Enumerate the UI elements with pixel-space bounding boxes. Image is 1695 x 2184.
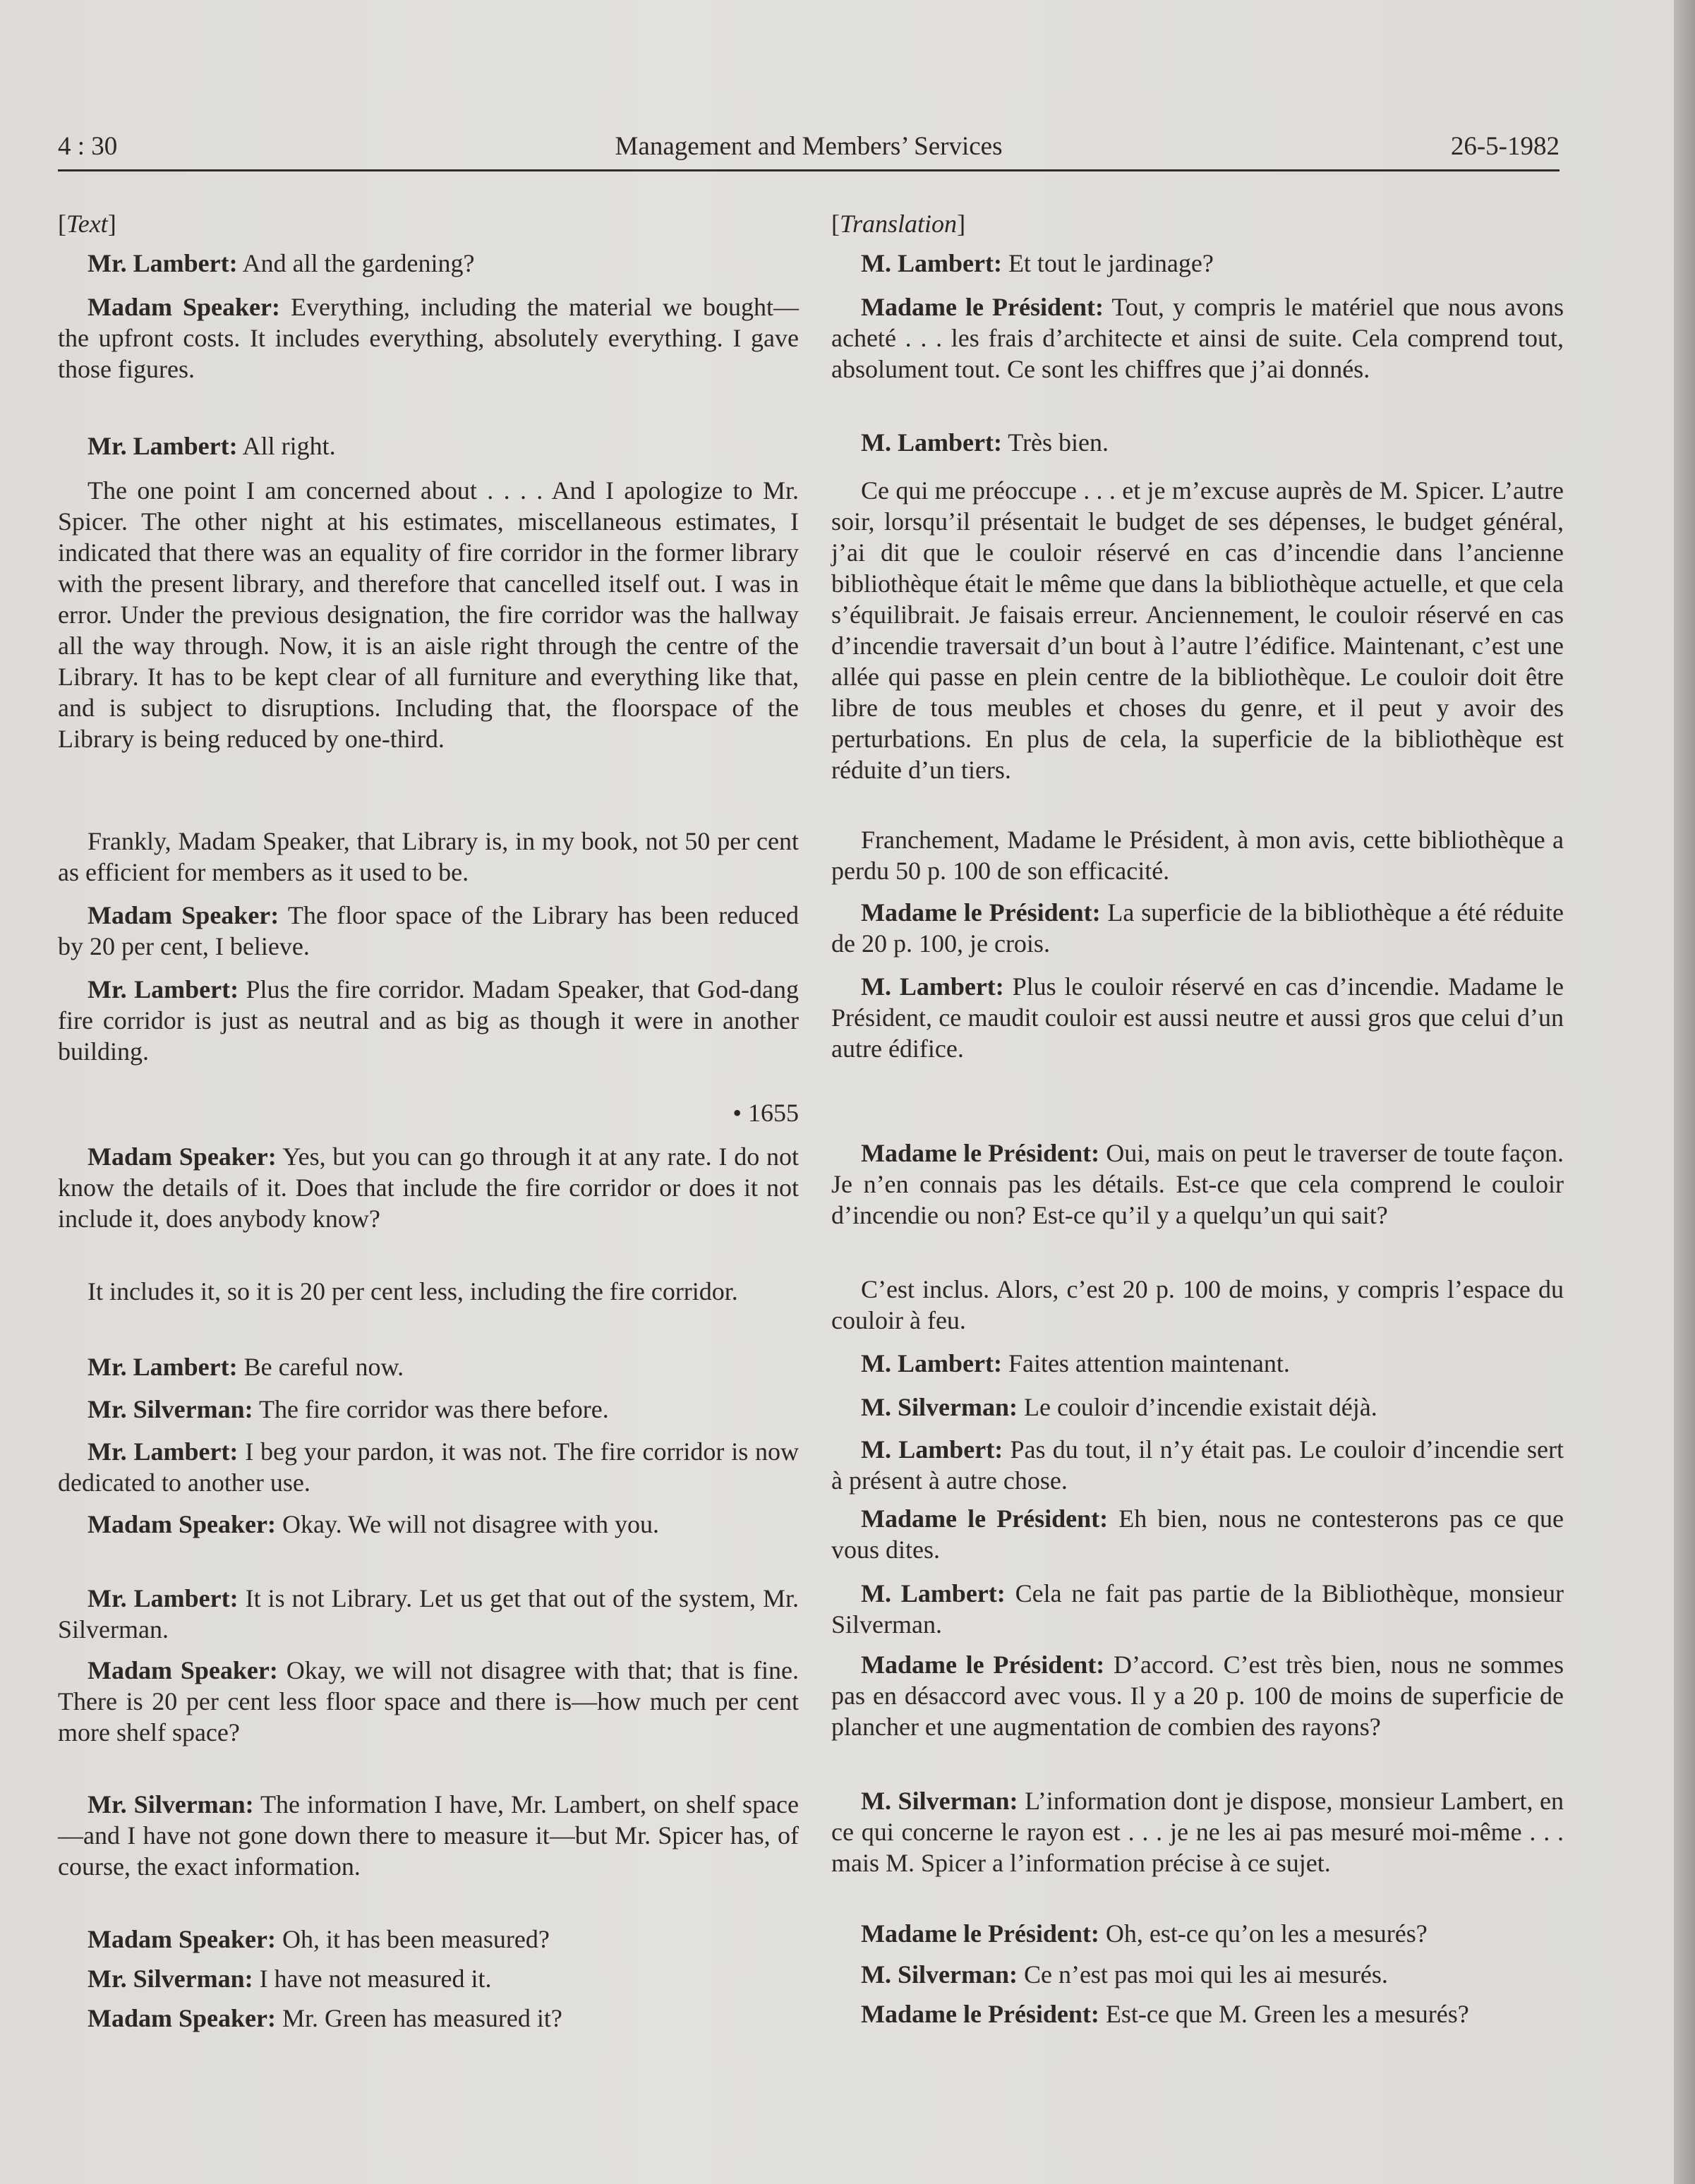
- speaker-name: Madame le Président:: [861, 1504, 1109, 1533]
- speech-text: Everything, including the material we bought—the upfront costs. It includes everything, absolutely everything. I gave those figures.: [58, 293, 799, 383]
- speaker-name: M. Lambert:: [861, 972, 1004, 1001]
- paragraph: [58, 1789, 799, 1882]
- speech-text: D’accord. C’est très bien, nous ne sommes pas en désaccord avec vous. Il y a 20 p. 100 de moins de superficie de plancher et une augmentation de combien des rayons?: [831, 1651, 1564, 1741]
- speaker-name: Madam Speaker:: [88, 1656, 278, 1684]
- speaker-name: Madame le Président:: [861, 2000, 1099, 2028]
- section-label: [Text]: [58, 210, 116, 238]
- paragraph: [831, 427, 1564, 458]
- paragraph: [58, 900, 799, 962]
- speaker-name: M. Lambert:: [861, 1579, 1006, 1607]
- speaker-name: Madam Speaker:: [88, 2004, 276, 2032]
- speech-text: And all the gardening?: [237, 249, 475, 277]
- speaker-name: M. Silverman:: [861, 1960, 1018, 1989]
- paragraph: [58, 826, 799, 888]
- speaker-name: M. Lambert:: [861, 428, 1002, 457]
- paragraph: [58, 1276, 799, 1307]
- paragraph: [58, 1351, 799, 1382]
- speech-text: The one point I am concerned about . . . . And I apologize to Mr. Spicer. The other night at his estimates, miscellaneous estimates, I indicated that there was an equality of fire corridor in the former library with the present library, and therefore that cancelled itself out. I was in error. Under the previous designation, the fire corridor was the hallway all the way through. Now, it is an aisle right through the centre of the Library. It has to be kept clear of all furniture and everything like that, and is subject to disruptions. Including that, the floorspace of the Library is being reduced by one-third.: [58, 476, 799, 753]
- speech-text: C’est inclus. Alors, c’est 20 p. 100 de moins, y compris l’espace du couloir à feu.: [831, 1275, 1564, 1334]
- header-title: Management and Members’ Services: [615, 132, 1003, 161]
- speech-text: The information I have, Mr. Lambert, on shelf space—and I have not gone down there to measure it—but Mr. Spicer has, of course, the exact information.: [58, 1790, 799, 1881]
- speaker-name: Madame le Président:: [861, 898, 1101, 927]
- speaker-name: Mr. Silverman:: [88, 1395, 253, 1423]
- paragraph: [58, 1141, 799, 1234]
- speaker-name: Madame le Président:: [861, 1139, 1100, 1167]
- paragraph: [58, 1394, 799, 1425]
- speaker-name: M. Lambert:: [861, 1349, 1002, 1377]
- speaker-name: Madam Speaker:: [88, 901, 279, 929]
- paragraph: [58, 1924, 799, 1955]
- section-label-text: Text: [66, 210, 108, 238]
- speaker-name: Madame le Président:: [861, 1651, 1105, 1679]
- speech-text: Cela ne fait pas partie de la Bibliothèque, monsieur Silverman.: [831, 1579, 1564, 1639]
- speech-text: It is not Library. Let us get that out of the system, Mr. Silverman.: [58, 1584, 800, 1643]
- speech-text: Est-ce que M. Green les a mesurés?: [1099, 2000, 1469, 2028]
- speech-text: I have not measured it.: [253, 1965, 492, 1993]
- paragraph: [58, 1583, 799, 1645]
- speaker-name: Madam Speaker:: [88, 1142, 277, 1171]
- paragraph: [831, 897, 1564, 959]
- paragraph: [831, 475, 1564, 785]
- speech-text: Pas du tout, il n’y était pas. Le couloir d’incendie sert à présent à autre chose.: [831, 1435, 1564, 1495]
- speech-text: Et tout le jardinage?: [1001, 249, 1214, 277]
- header-rule: [58, 169, 1560, 171]
- paragraph: [831, 291, 1564, 385]
- section-label-text: Translation: [840, 210, 958, 238]
- speech-text: Oh, est-ce qu’on les a mesurés?: [1099, 1919, 1428, 1948]
- paragraph: [831, 248, 1564, 279]
- speech-text: Faites attention maintenant.: [1001, 1349, 1290, 1377]
- paragraph: [58, 1436, 799, 1498]
- speech-text: The fire corridor was there before.: [253, 1395, 609, 1423]
- speech-text: Yes, but you can go through it at any rate. I do not know the details of it. Does that include the fire corridor or does it not include it, does anybody know?: [58, 1142, 799, 1233]
- header-date: 26-5-1982: [1450, 132, 1560, 161]
- page-edge: [1674, 0, 1695, 2184]
- speaker-name: M. Silverman:: [861, 1787, 1018, 1815]
- paragraph: [58, 430, 799, 461]
- paragraph: [58, 291, 799, 385]
- paragraph: [831, 1392, 1564, 1423]
- speaker-name: Mr. Lambert:: [88, 432, 238, 460]
- speaker-name: Mr. Lambert:: [88, 975, 239, 1003]
- speech-text: Tout, y compris le matériel que nous avons acheté . . . les frais d’architecte et ainsi de suite. Cela comprend tout, absolument tout. Ce sont les chiffres que j’ai donnés.: [831, 293, 1564, 383]
- speech-text: Be careful now.: [237, 1353, 404, 1381]
- speaker-name: Mr. Lambert:: [88, 1353, 238, 1381]
- speaker-name: Madam Speaker:: [88, 1925, 276, 1953]
- speech-text: Le couloir d’incendie existait déjà.: [1017, 1393, 1377, 1421]
- speech-text: Okay, we will not disagree with that; that is fine. There is 20 per cent less floor space and there is—how much per cent more shelf space?: [58, 1656, 799, 1746]
- page-header: [58, 131, 1560, 169]
- speaker-name: Mr. Lambert:: [88, 1584, 239, 1612]
- paragraph: [831, 1998, 1564, 2029]
- paragraph: [831, 1348, 1564, 1379]
- speaker-name: Mr. Silverman:: [88, 1965, 253, 1993]
- speech-text: The floor space of the Library has been reduced by 20 per cent, I believe.: [58, 901, 799, 960]
- speech-text: Mr. Green has measured it?: [275, 2004, 562, 2032]
- paragraph: [831, 1785, 1564, 1878]
- paragraph: [831, 1959, 1564, 1990]
- paragraph: [831, 1503, 1564, 1565]
- speech-text: Okay. We will not disagree with you.: [275, 1510, 659, 1538]
- paragraph: [831, 824, 1564, 886]
- paragraph: [58, 1509, 799, 1540]
- paragraph: [831, 1434, 1564, 1496]
- speech-text: All right.: [237, 432, 336, 460]
- speaker-name: M. Lambert:: [861, 1435, 1003, 1464]
- speech-text: L’information dont je dispose, monsieur Lambert, en ce qui concerne le rayon est . . . je ne les ai pas mesuré moi-même . . . mais M. Spicer a l’information précise à ce sujet.: [831, 1787, 1564, 1877]
- speaker-name: Madame le Président:: [861, 293, 1104, 321]
- paragraph: [58, 1963, 799, 1994]
- speech-text: Oh, it has been measured?: [275, 1925, 550, 1953]
- speech-text: La superficie de la bibliothèque a été réduite de 20 p. 100, je crois.: [831, 898, 1564, 958]
- paragraph: [58, 2003, 799, 2034]
- speaker-name: Madame le Président:: [861, 1919, 1099, 1948]
- paragraph: [831, 1578, 1564, 1640]
- paragraph: [58, 974, 799, 1067]
- speech-text: Oui, mais on peut le traverser de toute façon. Je n’en connais pas les détails. Est-ce que cela comprend le couloir d’incendie ou non? Est-ce qu’il y a quelqu’un qui sait?: [831, 1139, 1564, 1229]
- paragraph: [58, 475, 799, 754]
- section-label: [Translation]: [831, 210, 966, 238]
- speaker-name: M. Silverman:: [861, 1393, 1018, 1421]
- time-marker: • 1655: [732, 1099, 799, 1127]
- speaker-name: Mr. Lambert:: [88, 249, 238, 277]
- paragraph: [831, 1138, 1564, 1231]
- speaker-name: Madam Speaker:: [88, 293, 281, 321]
- speaker-name: M. Lambert:: [861, 249, 1002, 277]
- speech-text: It includes it, so it is 20 per cent less, including the fire corridor.: [88, 1277, 738, 1305]
- speech-text: Franchement, Madame le Président, à mon avis, cette bibliothèque a perdu 50 p. 100 de son efficacité.: [831, 826, 1564, 885]
- speaker-name: Mr. Lambert:: [88, 1437, 239, 1466]
- header-page-number: 4 : 30: [58, 132, 118, 161]
- speech-text: Très bien.: [1001, 428, 1109, 457]
- speech-text: I beg your pardon, it was not. The fire corridor is now dedicated to another use.: [58, 1437, 799, 1497]
- speech-text: Plus the fire corridor. Madam Speaker, that God-dang fire corridor is just as neutral and as big as though it were in another building.: [58, 975, 799, 1066]
- speech-text: Ce n’est pas moi qui les ai mesurés.: [1017, 1960, 1388, 1989]
- speech-text: Ce qui me préoccupe . . . et je m’excuse auprès de M. Spicer. L’autre soir, lorsqu’il présentait le budget de ses dépenses, le budget général, j’ai dit que le couloir réservé en cas d’incendie dans l’ancienne bibliothèque était le même que dans la bibliothèque actuelle, et que cela s’équilibrait. Je faisais erreur. Anciennement, le couloir réservé en cas d’incendie traversait d’un bout à l’autre l’édifice. Maintenant, c’est une allée qui passe en plein centre de la bibliothèque. Le couloir doit être libre de tous meubles et choses du genre, et il peut y avoir des perturbations. En plus de cela, la superficie de la bibliothèque est réduite d’un tiers.: [831, 476, 1564, 784]
- speaker-name: Madam Speaker:: [88, 1510, 276, 1538]
- paragraph: [58, 248, 799, 279]
- speech-text: Eh bien, nous ne contesterons pas ce que vous dites.: [831, 1504, 1564, 1564]
- paragraph: [831, 971, 1564, 1064]
- speaker-name: Mr. Silverman:: [88, 1790, 254, 1818]
- paragraph: [831, 1649, 1564, 1742]
- paragraph: [831, 1918, 1564, 1949]
- paragraph: [58, 1655, 799, 1748]
- speech-text: Frankly, Madam Speaker, that Library is, in my book, not 50 per cent as efficient for members as it used to be.: [58, 827, 799, 886]
- paragraph: [831, 1274, 1564, 1336]
- speech-text: Plus le couloir réservé en cas d’incendie. Madame le Président, ce maudit couloir est aussi neutre et aussi gros que celui d’un autre édifice.: [831, 972, 1564, 1063]
